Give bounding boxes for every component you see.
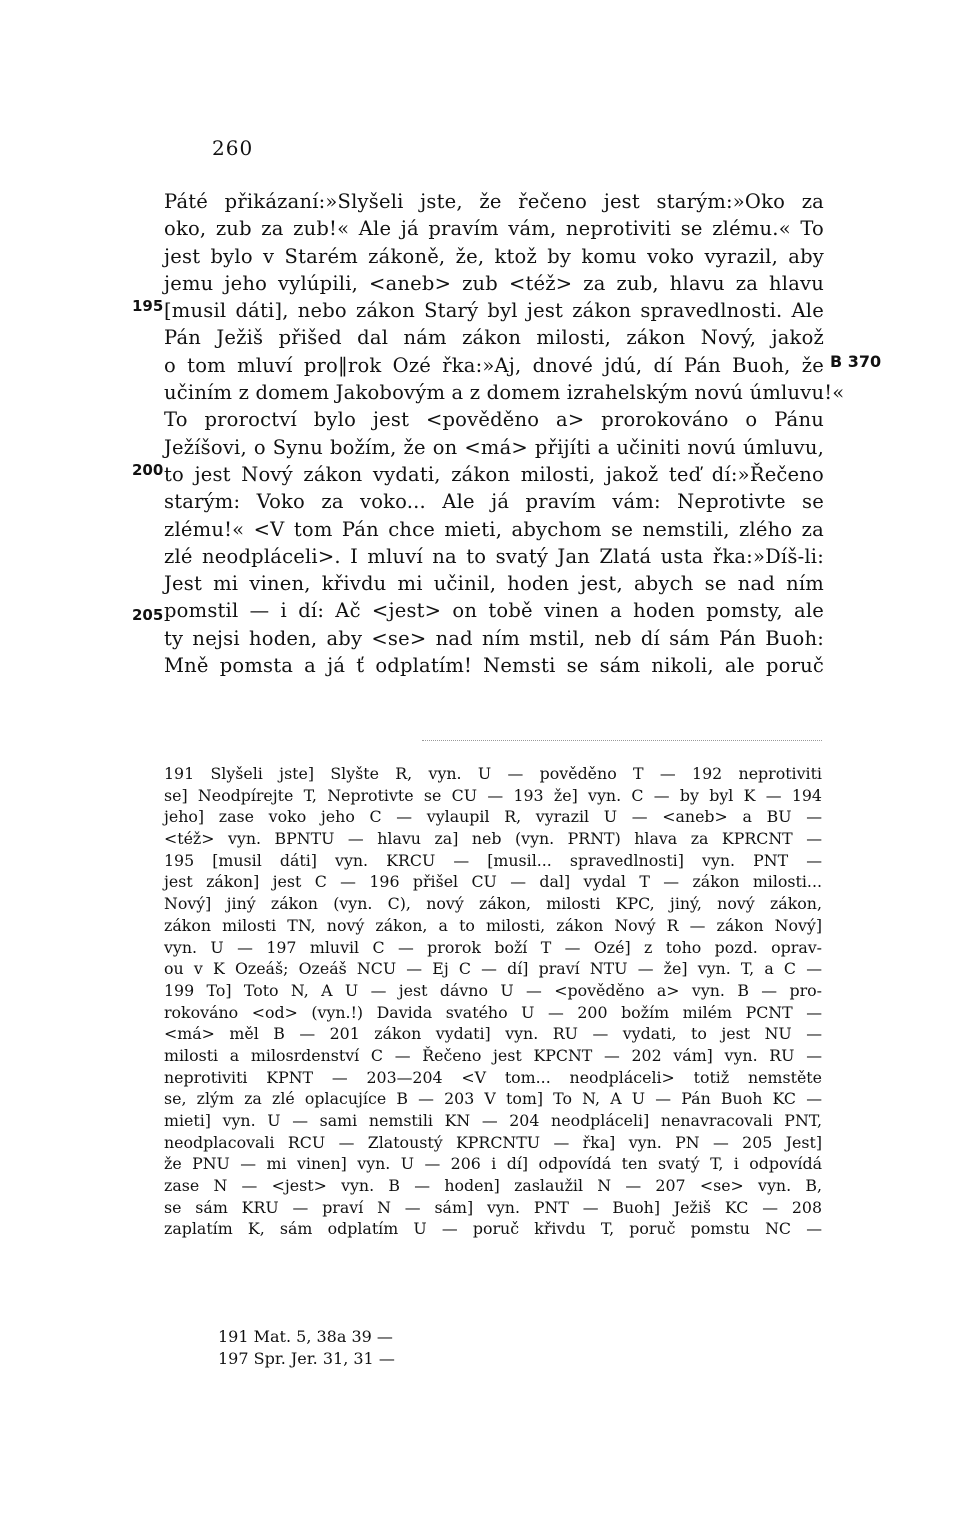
apparatus-line: <též> vyn. BPNTU — hlavu za] neb (vyn. PRNT) hlava za KPRCNT — [164, 829, 822, 849]
line-number-205: 205 [132, 606, 164, 624]
apparatus-line: zase N — <jest> vyn. B — hoden] zaslaužil N — 207 <se> vyn. B, [164, 1176, 822, 1196]
apparatus-line: zákon milosti TN, nový zákon, a to milosti, zákon Nový R — zákon Nový] [164, 915, 822, 935]
reference-line: 191 Mat. 5, 38a 39 — [218, 1327, 393, 1346]
apparatus-line: vyn. U — 197 mluvil C — prorok boží T — Ozé] z toho pozd. oprav- [164, 937, 822, 957]
biblical-references [218, 1326, 395, 1370]
main-line: Mně pomsta a já ť odplatím! Nemsti se sám nikoli, ale poruč [164, 654, 824, 678]
main-line: to jest Nový zákon vydati, zákon milosti, jakož teď dí:»Řečeno [164, 462, 824, 486]
apparatus-line: Nový] jiný zákon (vyn. C), nový zákon, milosti KPC, jiný, nový zákon, [164, 894, 822, 914]
apparatus-line: 199 To] Toto N, A U — jest dávno U — <pověděno a> vyn. B — pro- [164, 980, 822, 1000]
apparatus-line: se] Neodpírejte T, Neprotivte se CU — 193 že] vyn. C — by byl K — 194 [164, 785, 822, 805]
apparatus-line: 195 [musil dáti] vyn. KRCU — [musil... spravedlnosti] vyn. PNT — [164, 850, 822, 870]
apparatus-line: ou v K Ozeáš; Ozeáš NCU — Ej C — dí] praví NTU — že] vyn. T, a C — [164, 959, 822, 979]
main-line: Ježíšovi, o Synu božím, že on <má> přijíti a učiniti novú úmluvu, [164, 435, 824, 459]
main-line: jest bylo v Starém zákoně, že, ktož by komu voko vyrazil, aby [164, 244, 824, 268]
main-line: starým: Voko za voko... Ale já pravím vám: Neprotivte se [164, 490, 824, 514]
main-line: Pán Ježiš přišed dal nám zákon milosti, zákon Nový, jakož [164, 326, 824, 350]
apparatus-line: jeho] zase voko jeho C — vylaupil R, vyrazil U — <aneb> a BU — [164, 807, 822, 827]
apparatus-line: zaplatím K, sám odplatím U — poruč křivdu T, poruč pomstu NC — [164, 1219, 822, 1239]
margin-reference: B 370 [830, 352, 882, 371]
main-line: [musil dáti], nebo zákon Starý byl jest zákon spravedlnosti. Ale [164, 299, 824, 323]
main-line: pomstil — i dí: Ač <jest> on tobě vinen a hoden pomsty, ale [164, 599, 824, 623]
line-number-200: 200 [132, 461, 164, 479]
main-line: zlému!« <V tom Pán chce mieti, abychom se nemstili, zlého za [164, 517, 824, 541]
apparatus-line: milosti a milosrdenství C — Řečeno jest KPCNT — 202 vám] vyn. RU — [164, 1045, 822, 1065]
reference-line: 197 Spr. Jer. 31, 31 — [218, 1349, 395, 1368]
apparatus-line: <má> měl B — 201 zákon vydati] vyn. RU — vydati, to jest NU — [164, 1024, 822, 1044]
apparatus-line: jest zákon] jest C — 196 přišel CU — dal] vydal T — zákon milosti... [164, 872, 822, 892]
critical-apparatus [164, 763, 822, 1240]
main-line: oko, zub za zub!« Ale já pravím vám, neprotiviti se zlému.« To [164, 217, 824, 241]
main-text-block [164, 188, 845, 679]
apparatus-line: neodplacovali RCU — Zlatoustý KPRCNTU — řka] vyn. PN — 205 Jest] [164, 1132, 822, 1152]
apparatus-line: se sám KRU — praví N — sám] vyn. PNT — Buoh] Ježiš KC — 208 [164, 1197, 822, 1217]
apparatus-line: mieti] vyn. U — sami nemstili KN — 204 neodpláceli] nenavracovali PNT, [164, 1111, 822, 1130]
main-line: zlé neodpláceli>. I mluví na to svatý Jan Zlatá usta řka:»Díš-li: [164, 544, 824, 568]
page-number: 260 [212, 136, 254, 160]
main-line: Jest mi vinen, křivdu mi učinil, hoden jest, abych se nad ním [164, 572, 824, 596]
main-line: To proroctví bylo jest <pověděno a> prorokováno o Pánu [164, 408, 824, 432]
apparatus-line: 191 Slyšeli jste] Slyšte R, vyn. U — pověděno T — 192 neprotiviti [164, 764, 822, 783]
main-line: ty nejsi hoden, aby <se> nad ním mstil, neb dí sám Pán Buoh: [164, 626, 824, 650]
main-line: Páté přikázaní:»Slyšeli jste, že řečeno jest starým:»Oko za [164, 190, 824, 213]
apparatus-line: se, zlým za zlé oplacujíce B — 203 V tom] To N, A U — Pán Buoh KC — [164, 1089, 822, 1109]
apparatus-line: že PNU — mi vinen] vyn. U — 206 i dí] odpovídá ten svatý T, i odpovídá [164, 1154, 822, 1174]
line-number-195: 195 [132, 297, 164, 315]
apparatus-line: neprotiviti KPNT — 203—204 <V tom... neodpláceli> totiž nemstěte [164, 1067, 822, 1087]
main-line: jemu jeho vylúpili, <aneb> zub <též> za zub, hlavu za hlavu [164, 271, 824, 295]
main-line: o tom mluví pro‖rok Ozé řka:»Aj, dnové jdú, dí Pán Buoh, že [164, 353, 824, 377]
main-line: učiním z domem Jakobovým a z domem izrahelským novú úmluvu!« [164, 381, 845, 405]
apparatus-line: rokováno <od> (vyn.!) Davida svatého U — 200 božím milém PCNT — [164, 1002, 822, 1022]
separator-rule [422, 740, 822, 741]
